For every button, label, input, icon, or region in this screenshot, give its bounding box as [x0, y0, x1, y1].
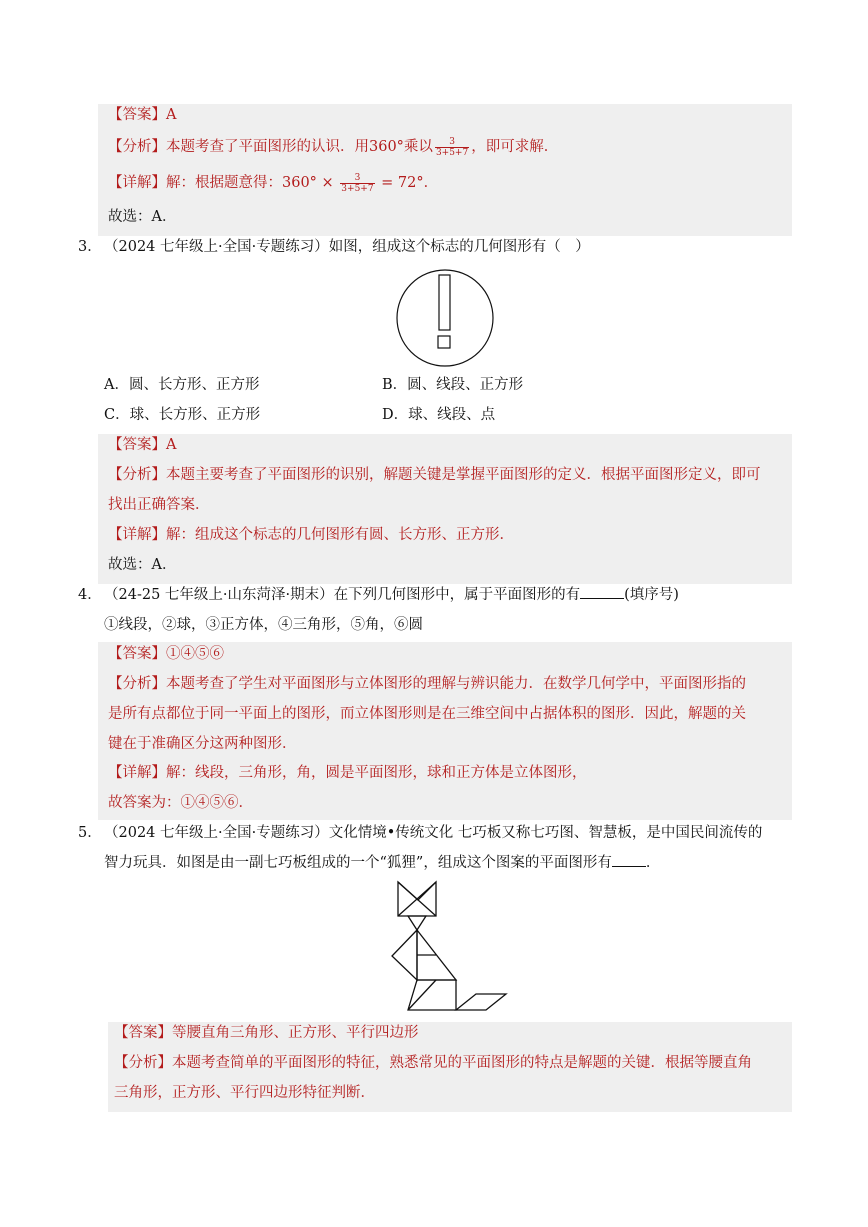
q4-items: ①线段，②球，③正方体，④三角形，⑤角，⑥圆: [104, 617, 423, 633]
circle-exclamation-logo-icon: [394, 268, 498, 368]
q4-analysis-line3: 键在于准确区分这两种图形．: [108, 736, 297, 752]
q2-answer-block: [98, 104, 792, 236]
q2-choice: 故选：A．: [108, 209, 177, 225]
q3-detail: 【详解】解：组成这个标志的几何图形有圆、长方形、正方形．: [108, 527, 514, 543]
q5-number: 5．: [78, 825, 102, 841]
q4-detail: 【详解】解：线段，三角形，角，圆是平面图形，球和正方体是立体图形，: [108, 765, 587, 781]
q5-answer-blank: [612, 852, 646, 867]
q2-analysis: 【分析】本题考查了平面图形的认识．用360°乘以 $\frac{3}{3+5+7}$ ，即可求解．: [108, 136, 559, 158]
q5-analysis-line2: 三角形，正方形、平行四边形特征判断．: [114, 1085, 375, 1101]
q2-detail: 【详解】解：根据题意得：360° × $\frac{3}{3+5+7}$ = 72°．: [108, 172, 439, 194]
q2-detail-fraction: $\frac{3}{3+5+7}$: [341, 172, 374, 194]
q3-number: 3．: [78, 239, 102, 255]
q3-choice: 故选：A．: [108, 557, 177, 573]
q4-answer: 【答案】①④⑤⑥: [108, 646, 224, 662]
q2-analysis-fraction: $\frac{3}{3+5+7}$: [435, 136, 469, 158]
q3-option-c: C．球、长方形、正方形: [104, 407, 261, 423]
q4-analysis-line2: 是所有点都位于同一平面上的图形，而立体图形则是在三维空间中占据体积的图形．因此，解题的关: [108, 706, 746, 722]
q5-answer: 【答案】等腰直角三角形、正方形、平行四边形: [114, 1025, 419, 1041]
q4-answer-blank: [580, 584, 624, 599]
q3-analysis-line1: 【分析】本题主要考查了平面图形的识别，解题关键是掌握平面图形的定义．根据平面图形定义，即可: [108, 467, 761, 483]
q4-number: 4．: [78, 587, 102, 603]
q2-answer: 【答案】A: [108, 107, 177, 123]
q4-final: 故答案为：①④⑤⑥．: [108, 795, 253, 811]
q4-analysis-line1: 【分析】本题考查了学生对平面图形与立体图形的理解与辨识能力．在数学几何学中，平面图形指的: [108, 676, 746, 692]
q3-stem: （2024 七年级上·全国·专题练习）如图，组成这个标志的几何图形有（ ）: [104, 239, 590, 255]
q5-stem-line1: （2024 七年级上·全国·专题练习）文化情境•传统文化 七巧板又称七巧图、智慧板，是中国民间流传的: [104, 825, 763, 841]
q3-option-a: A．圆、长方形、正方形: [104, 377, 260, 393]
tangram-fox-icon: [384, 880, 514, 1016]
q4-stem: （24-25 七年级上·山东菏泽·期末）在下列几何图形中，属于平面图形的有 (填序号): [104, 584, 679, 606]
q3-option-b: B．圆、线段、正方形: [382, 377, 524, 393]
q5-analysis-line1: 【分析】本题考查简单的平面图形的特征，熟悉常见的平面图形的特点是解题的关键．根据等腰直角: [114, 1055, 752, 1071]
q3-analysis-line2: 找出正确答案．: [108, 497, 210, 513]
q3-answer: 【答案】A: [108, 437, 177, 453]
q3-option-d: D．球、线段、点: [382, 407, 496, 423]
q5-stem-line2: 智力玩具．如图是由一副七巧板组成的一个“狐狸”，组成这个图案的平面图形有 ．: [104, 852, 660, 874]
